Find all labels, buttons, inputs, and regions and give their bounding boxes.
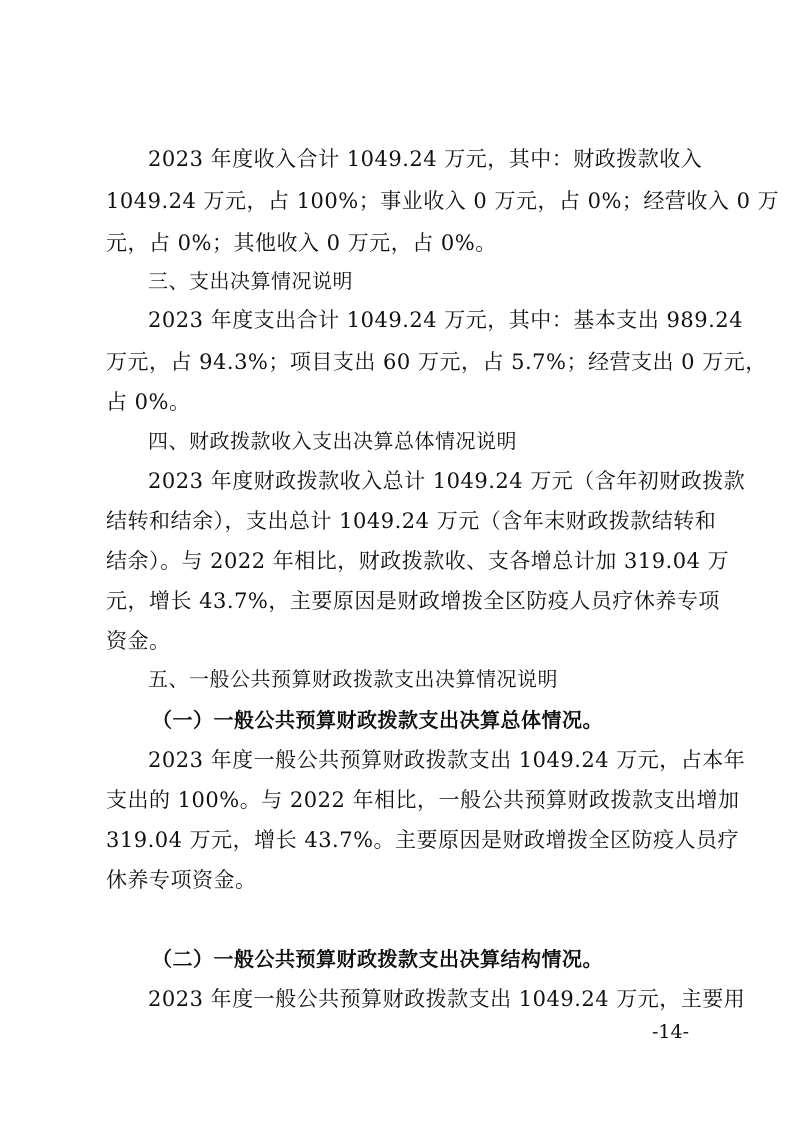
paragraph-fiscal-line-4: 元，增长 43.7%，主要原因是财政增拨全区防疫人员疗休养专项	[106, 589, 720, 613]
paragraph-fiscal-line-2: 结转和结余），支出总计 1049.24 万元（含年末财政拨款结转和	[106, 509, 717, 533]
paragraph-fiscal-line-3: 结余）。与 2022 年相比，财政拨款收、支各增总计加 319.04 万	[106, 549, 730, 573]
section-heading-expenditure: 三、支出决算情况说明	[148, 269, 353, 293]
section-heading-general-budget: 五、一般公共预算财政拨款支出决算情况说明	[148, 667, 558, 691]
subsection-heading-overall: （一）一般公共预算财政拨款支出决算总体情况。	[152, 708, 603, 732]
paragraph-income-line-1: 2023 年度收入合计 1049.24 万元，其中：财政拨款收入	[148, 147, 703, 171]
paragraph-fiscal-line-1: 2023 年度财政拨款收入总计 1049.24 万元（含年初财政拨款	[148, 469, 746, 493]
page-number: -14-	[651, 1021, 689, 1043]
paragraph-general-budget-line-3: 319.04 万元，增长 43.7%。主要原因是财政增拨全区防疫人员疗	[106, 828, 740, 852]
paragraph-expenditure-line-2: 万元，占 94.3%；项目支出 60 万元，占 5.7%；经营支出 0 万元，	[106, 350, 767, 374]
paragraph-general-budget-line-4: 休养专项资金。	[106, 868, 257, 892]
subsection-heading-structure: （二）一般公共预算财政拨款支出决算结构情况。	[152, 947, 603, 971]
paragraph-structure-line-1: 2023 年度一般公共预算财政拨款支出 1049.24 万元，主要用	[148, 987, 746, 1011]
paragraph-general-budget-line-1: 2023 年度一般公共预算财政拨款支出 1049.24 万元，占本年	[148, 748, 746, 772]
paragraph-income-line-3: 元，占 0%；其他收入 0 万元，占 0%。	[106, 231, 497, 255]
paragraph-income-line-2: 1049.24 万元，占 100%；事业收入 0 万元，占 0%；经营收入 0 万	[106, 189, 780, 213]
section-heading-fiscal-overall: 四、财政拨款收入支出决算总体情况说明	[148, 429, 517, 453]
paragraph-general-budget-line-2: 支出的 100%。与 2022 年相比，一般公共预算财政拨款支出增加	[106, 788, 740, 812]
paragraph-expenditure-line-1: 2023 年度支出合计 1049.24 万元，其中：基本支出 989.24	[148, 308, 743, 332]
paragraph-expenditure-line-3: 占 0%。	[106, 390, 191, 414]
paragraph-fiscal-line-5: 资金。	[106, 629, 171, 653]
